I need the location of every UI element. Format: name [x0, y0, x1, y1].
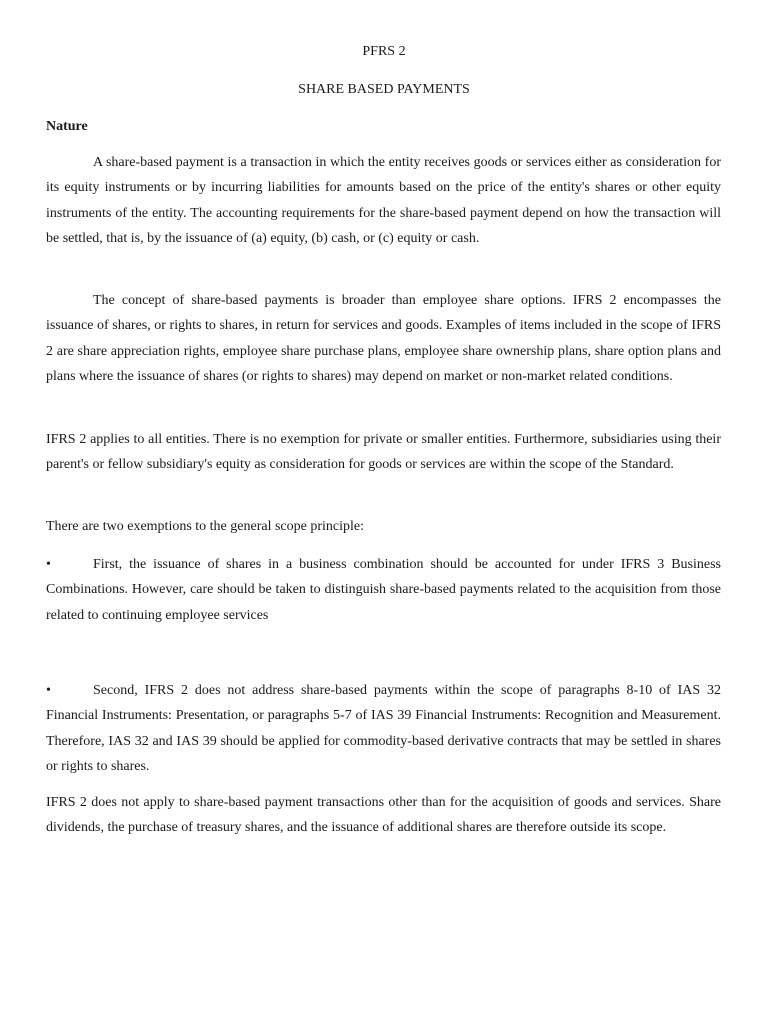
- bullet-text: Second, IFRS 2 does not address share-based payments within the scope of paragraphs 8-10 of IAS 32 Financial Instruments: Presentation, or paragraphs 5-7 of IAS 39 Financial Instruments: Recognition and Measurement. Therefore, IAS 32 and IAS 39 should be applied for commodity-based derivative contracts that may be settled in shares or rights to shares.: [46, 683, 721, 774]
- paragraph-applicability: IFRS 2 applies to all entities. There is no exemption for private or smaller entities. Furthermore, subsidiaries using their parent's or fellow subsidiary's equity as consideration for goods or services are within the scope of the Standard.: [46, 432, 721, 473]
- section-heading: Nature: [46, 119, 88, 134]
- bullet-marker: •: [46, 683, 51, 698]
- bullet-item-second-exemption: [46, 678, 721, 779]
- bullet-marker: •: [46, 557, 51, 572]
- bullet-item-first-exemption: [46, 552, 721, 628]
- bullet-text: First, the issuance of shares in a business combination should be accounted for under IFRS 3 Business Combinations. However, care should be taken to distinguish share-based payments related to the acquisition from those related to continuing employee services: [46, 557, 721, 623]
- paragraph-exemptions-intro: There are two exemptions to the general scope principle:: [46, 519, 364, 534]
- paragraph-share-based-payment-definition: A share-based payment is a transaction in which the entity receives goods or services either as consideration for its equity instruments or by incurring liabilities for amounts based on the price of the entity's shares or other equity instruments of the entity. The accounting requirements for the share-based payment depend on how the transaction will be settled, that is, by the issuance of (a) equity, (b) cash, or (c) equity or cash.: [46, 155, 721, 246]
- paragraph-closing-scope: IFRS 2 does not apply to share-based payment transactions other than for the acquisition of goods and services. Share dividends, the purchase of treasury shares, and the issuance of additional shares are therefore outside its scope.: [46, 795, 721, 836]
- paragraph-concept-of-share-based-payments: The concept of share-based payments is broader than employee share options. IFRS 2 encompasses the issuance of shares, or rights to shares, in return for services and goods. Examples of items included in the scope of IFRS 2 are share appreciation rights, employee share purchase plans, employee share ownership plans, share option plans and plans where the issuance of shares (or rights to shares) may depend on market or non-market related conditions.: [46, 293, 721, 384]
- document-title: PFRS 2: [362, 44, 406, 59]
- document-subtitle: SHARE BASED PAYMENTS: [298, 82, 470, 97]
